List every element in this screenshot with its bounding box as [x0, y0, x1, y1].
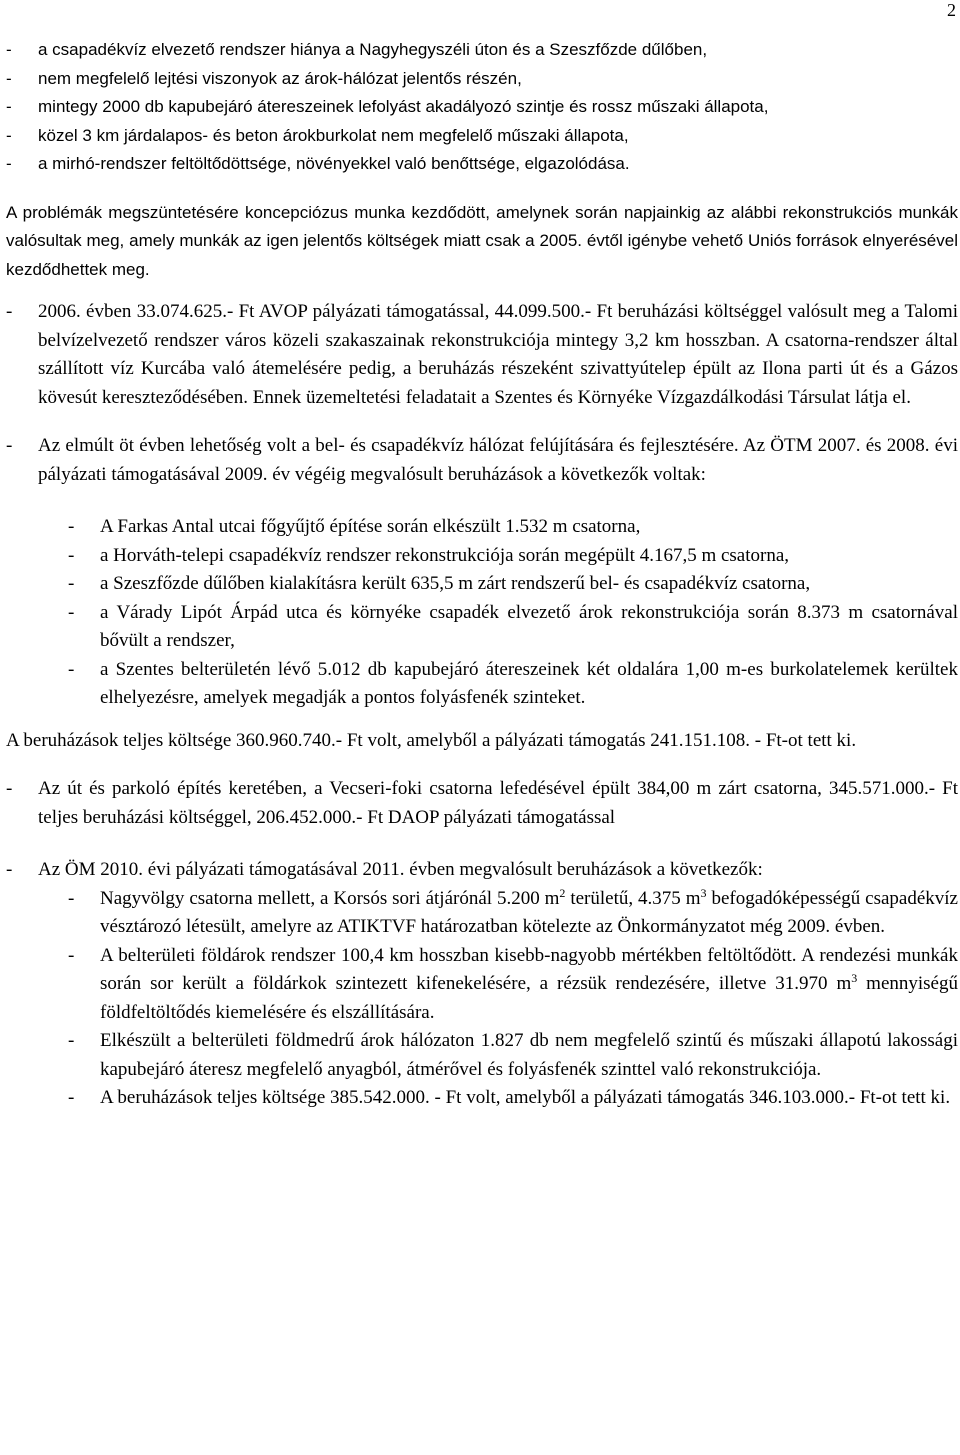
list-item — [6, 656, 958, 713]
otm-sublist — [6, 513, 958, 713]
list-item-text: A belterületi földárok rendszer 100,4 km hosszban kisebb-nagyobb mértékben feltöltődött. A rendezési munkák során sor került a földárkok szintezett kifenekelésére, a rézsük rendezésére, illetve 31.970 $m^3$ mennyiségű földfeltöltődés kiemelésére és elszállítására. — [100, 944, 958, 1023]
list-item — [6, 93, 958, 122]
item-otm — [6, 432, 958, 489]
document-body — [6, 36, 958, 1113]
om-sublist — [6, 885, 958, 1113]
list-item-text: a Szentes belterületén lévő 5.012 db kapubejáró átereszeinek két oldalára 1,00 m-es burkolatelemek kerültek elhelyezésre, amelyek megadják a pontos folyásfenék szinteket. — [100, 658, 958, 708]
list-item-text: a csapadékvíz elvezető rendszer hiánya a Nagyhegyszéli úton és a Szeszfőzde dűlőben, — [38, 40, 708, 59]
item-2006 — [6, 298, 958, 412]
item-2006-text: - 2006. évben 33.074.625.- Ft AVOP pályázati támogatással, 44.099.500.- Ft beruházási költséggel valósult meg a Talomi belvízelvezető rendszer város közeli szakaszainak rekonstrukciója mintegy 3,2 km hosszban. A csatorna-rendszer által szállított víz Kurcába való átemelésére pedig, a beruházás részeként szivattyútelep épült az Ilona parti út és a Gázos kövesút kereszteződésében. Ennek üzemeltetési feladatait a Szentes és Környéke Vízgazdálkodási Társulat látja el. — [38, 301, 958, 408]
list-item-text: a Horváth-telepi csapadékvíz rendszer rekonstrukciója során megépült 4.167,5 m csatorna, — [100, 544, 790, 566]
list-item-text: mintegy 2000 db kapubejáró átereszeinek lefolyást akadályozó szintje és rossz műszaki állapota, — [38, 97, 769, 116]
list-item — [6, 36, 958, 65]
item-om-text: - Az ÖM 2010. évi pályázati támogatásával 2011. évben megvalósult beruházások a következők: — [38, 859, 763, 880]
item-vecseri-text: - Az út és parkoló építés keretében, a Vecseri-foki csatorna lefedésével épült 384,00 m zárt csatorna, 345.571.000.- Ft teljes beruházási költséggel, 206.452.000.- Ft DAOP pályázati támogatással — [38, 778, 958, 828]
list-item-text: a mirhó-rendszer feltöltődöttsége, növényekkel való benőttsége, elgazolódása. — [38, 154, 630, 173]
list-item — [6, 1084, 958, 1113]
list-item-text: közel 3 km járdalapos- és beton árokburkolat nem megfelelő műszaki állapota, — [38, 125, 629, 145]
list-item — [6, 513, 958, 542]
list-item — [6, 885, 958, 942]
list-item — [6, 599, 958, 656]
list-item-text: A Farkas Antal utcai főgyűjtő építése során elkészült 1.532 m csatorna, — [100, 516, 641, 537]
item-vecseri — [6, 775, 958, 832]
list-item — [6, 570, 958, 599]
otm-total-cost: A beruházások teljes költsége 360.960.740.- Ft volt, amelyből a pályázati támogatás 241.151.108. - Ft-ot tett ki. — [6, 729, 857, 751]
list-item — [6, 942, 958, 1028]
list-item — [6, 65, 958, 94]
list-item — [6, 542, 958, 571]
problems-paragraph: A problémák megszüntetésére koncepciózus munka kezdődött, amelynek során napjainkig az alábbi rekonstrukciós munkák valósultak meg, amely munkák az igen jelentős költségek miatt csak a 2005. évtől igénybe vehető Uniós források elnyerésével kezdődhettek meg. — [6, 202, 958, 279]
page-number: 2 — [947, 0, 956, 20]
list-item-text: Elkészült a belterületi földmedrű árok hálózaton 1.827 db nem megfelelő szintű és műszaki állapotú lakossági kapubejáró áteresz megfelelő anyagból, átmérővel és folyásfenék szinttel való rekonstrukciója. — [100, 1030, 958, 1080]
list-item-text: a Várady Lipót Árpád utca és környéke csapadék elvezető árok rekonstrukciója során 8.373 m csatornával bővült a rendszer, — [100, 601, 958, 651]
item-om — [6, 856, 958, 885]
intro-problem-list — [6, 36, 958, 179]
item-otm-text: - Az elmúlt öt évben lehetőség volt a bel- és csapadékvíz hálózat felújítására és fejlesztésére. Az ÖTM 2007. és 2008. évi pályázati támogatásával 2009. év végéig megvalósult beruházások a következők voltak: — [38, 435, 958, 485]
list-item — [6, 150, 958, 179]
list-item-text: A beruházások teljes költsége 385.542.000. - Ft volt, amelyből a pályázati támogatás 346.103.000.- Ft-ot tett ki. — [100, 1087, 951, 1108]
list-item — [6, 1027, 958, 1084]
list-item-text: Nagyvölgy csatorna mellett, a Korsós sori átjárónál 5.200 $m^2$ területű, 4.375 $m^3$ befogadóképességű csapadékvíz vésztározó létesült, amelyre az ATIKTVF határozatban kötelezte az Önkormányzatot még 2009. évben. — [100, 885, 958, 937]
list-item-text: nem megfelelő lejtési viszonyok az árok-hálózat jelentős részén, — [38, 68, 522, 88]
list-item-text: a Szeszfőzde dűlőben kialakításra került 635,5 m zárt rendszerű bel- és csapadékvíz csatorna, — [100, 573, 811, 594]
list-item — [6, 122, 958, 151]
